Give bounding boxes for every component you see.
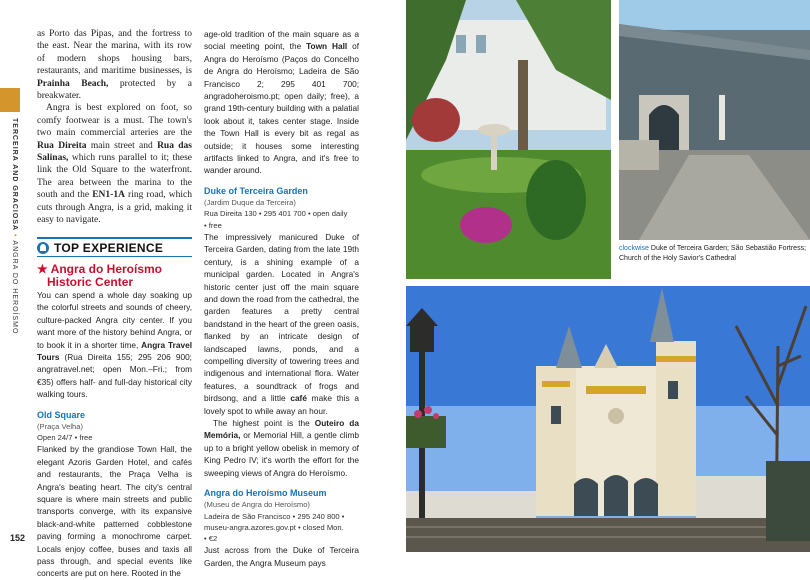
- historic-center-body: You can spend a whole day soaking up the colorful streets and sounds of cheery, culture-packed Angra city center. If you want more of the history behind Angra, or to book it in a shorter time, Angra Travel Tours (Rua Direita 155; 295 206 900; angratravel.net; open Mon.–Fri.; from €35) offers half- and full-day historical city walking tours.: [37, 289, 193, 400]
- side-region: TERCEIRA AND GRACIOSA: [11, 118, 18, 232]
- museum-meta-2: museu-angra.azores.gov.pt • closed Mon.: [204, 522, 344, 532]
- historic-center-title: ★ Angra do Heroísmo Historic Center: [37, 261, 163, 289]
- museum-meta-1: Ladeira de São Francisco • 295 240 800 •: [204, 511, 345, 521]
- old-square-alt-name: (Praça Velha): [37, 421, 84, 431]
- cathedral-photo: [406, 286, 810, 552]
- duke-garden-meta-1: Rua Direita 130 • 295 401 700 • open daily: [204, 209, 348, 219]
- column-right: [204, 28, 359, 569]
- garden-photo: [406, 0, 611, 279]
- top-experience-icon: [37, 242, 49, 254]
- fortress-photo: [619, 0, 810, 240]
- memorial-hill-body: The highest point is the Outeiro da Memória, or Memorial Hill, a gentle climb up to a bright yellow obelisk in memory of King Pedro IV; it's worth the effort for the sweeping views of Angra do Heroísmo.: [204, 417, 359, 478]
- old-square-meta: Open 24/7 • free: [37, 433, 93, 443]
- duke-garden-body: The impressively manicured Duke of Terceira Garden, dating from the late 19th century, is a shining example of a municipal garden. Located in Angra's historic center just off the main square and down the road from the cathedral, the garden features a pretty central bandstand in the heart of the green oasis, flanked by an intricate design of landscaped lawns, ponds, and a compelling diversity of towering trees and indigenous and international flora. Water features, a soundtrack of frogs and birdsong, and a little café make this a lovely spot to while away an hour.: [204, 231, 359, 416]
- side-city: ANGRA DO HEROÍSMO: [11, 240, 18, 335]
- side-bullet: •: [11, 234, 18, 238]
- page-number: 152: [10, 533, 26, 543]
- top-experience-banner: [37, 237, 192, 257]
- column-left: [37, 28, 192, 580]
- side-tab: [0, 88, 20, 112]
- duke-garden-title: Duke of Terceira Garden: [204, 185, 308, 196]
- photo-caption: [619, 244, 809, 263]
- caption-text: Duke of Terceira Garden; São Sebastião Fortress; Church of the Holy Savior's Cathedral: [619, 245, 807, 262]
- intro-paragraph-1: as Porto das Pipas, and the fortress to the east. Near the marina, with its row of modern shops housing bars, restaurants, and maritime businesses, is Prainha Beach, protected by a breakwater.: [37, 29, 193, 102]
- side-running-head: [2, 118, 18, 335]
- caption-lead: clockwise: [619, 245, 649, 252]
- intro-paragraph-2: Angra is best explored on foot, so comfy footwear is a must. The town's two main commercial arteries are the Rua Direita main street and Rua das Salinas, which runs parallel to it; these link the Old Square to the waterfront. The area between the marina to the south and the EN1-1A ring road, which cuts through Angra, is a grid, making it easy to navigate.: [37, 103, 192, 226]
- museum-body: Just across from the Duke of Terceira Garden, the Angra Museum pays: [204, 545, 359, 568]
- museum-title: Angra do Heroísmo Museum: [204, 488, 327, 499]
- museum-meta-3: • €2: [204, 534, 218, 544]
- town-hall-paragraph: age-old tradition of the main square as a social meeting point, the Town Hall of Angra do Heroísmo (Paços do Concelho de Angra do Heroísmo; Ladeira de São Francisco 2; 295 401 700; angradoheroismo.pt; open daily; free), a grand 19th-century building with a palatial look about it, takes center stage. Inside the Town Hall is every bit as regal as outside; it houses some interesting artifacts linked to Angra, and it's free to wander around.: [204, 29, 359, 176]
- museum-alt-name: (Museu de Angra do Heroísmo): [204, 500, 310, 510]
- top-experience-label: TOP EXPERIENCE: [54, 240, 164, 255]
- duke-garden-alt-name: (Jardim Duque da Terceira): [204, 198, 296, 208]
- duke-garden-meta-2: • free: [204, 220, 222, 230]
- old-square-title: Old Square: [37, 409, 86, 420]
- old-square-body: Flanked by the grandiose Town Hall, the elegant Azoris Garden Hotel, and cafés and restaurants, the Praça Velha is Angra's beating heart. The city's central square is where main streets and public transports converge, with its expansive black-and-white patterned cobblestone paving forming a monochrome carpet. Locals enjoy coffee, buses and taxis all pass through, and special events like concerts are put on here. Rooted in the: [37, 444, 192, 579]
